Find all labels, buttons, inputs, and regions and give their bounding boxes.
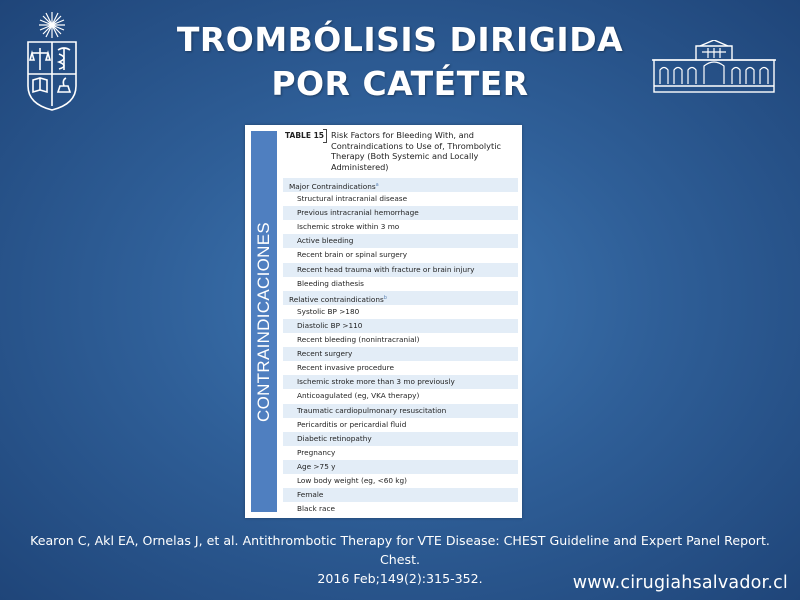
table-row-text: Previous intracranial hemorrhage (297, 208, 419, 218)
table-caption: Risk Factors for Bleeding With, and Contraindications to Use of, Thrombolytic Therapy (Both Systemic and Locally Administered) (331, 130, 502, 172)
table-row (283, 418, 518, 432)
table-row-text: Anticoagulated (eg, VKA therapy) (297, 391, 420, 401)
table-row-text: Ischemic stroke within 3 mo (297, 222, 400, 232)
footnote-marker: a (375, 182, 379, 188)
table-row (283, 446, 518, 460)
citation-line-1: Kearon C, Akl EA, Ornelas J, et al. Antithrombotic Therapy for VTE Disease: CHEST Guideline and Expert Panel Report. Chest. (30, 533, 770, 567)
table-row (283, 234, 518, 248)
side-label-text: CONTRAINDICACIONES (254, 221, 273, 422)
table-row (283, 502, 518, 516)
title-line-1: TROMBÓLISIS DIRIGIDA (176, 20, 624, 59)
footnote-marker: b (383, 294, 387, 301)
table-row-text: Major Contraindications (289, 182, 376, 191)
table-row-text: Recent head trauma with fracture or brain injury (297, 264, 475, 274)
table-row (283, 460, 518, 474)
table-row (283, 277, 518, 291)
table-row-text: Recent bleeding (nonintracranial) (297, 335, 420, 345)
table-row (283, 347, 518, 361)
risk-factors-table (283, 128, 518, 516)
table-row-text: Pregnancy (297, 447, 336, 457)
table-row (283, 488, 518, 502)
table-row-text: Diabetic retinopathy (297, 433, 372, 443)
table-row (283, 206, 518, 220)
table-row-text: Pericarditis or pericardial fluid (297, 419, 407, 429)
table-row (283, 220, 518, 234)
table-row (283, 432, 518, 446)
table-row (283, 389, 518, 403)
table-row-text: Traumatic cardiopulmonary resuscitation (297, 405, 447, 415)
table-number: TABLE 15 (285, 131, 325, 140)
table-row (283, 404, 518, 418)
title-line-2: POR CATÉTER (271, 64, 529, 103)
table-row (283, 361, 518, 375)
table-row-text: Structural intracranial disease (297, 194, 408, 204)
table-row (283, 474, 518, 488)
table-row-text: Age >75 y (297, 461, 336, 471)
table-row-text: Black race (297, 504, 336, 514)
table-header (283, 128, 518, 181)
table-row-text: Recent invasive procedure (297, 363, 394, 373)
table-row-text: Bleeding diathesis (297, 278, 364, 288)
table-row-text: Recent surgery (297, 349, 353, 359)
table-bracket (323, 129, 327, 143)
table-row (283, 263, 518, 277)
table-row (283, 192, 518, 206)
table-row (283, 305, 518, 319)
slide-title (120, 18, 680, 106)
citation-line-2: 2016 Feb;149(2):315-352. (317, 571, 483, 586)
university-seal-icon (20, 8, 84, 112)
table-row-text: Relative contraindications (289, 294, 384, 304)
table-row-text: Female (297, 490, 324, 500)
table-section-row (283, 291, 518, 305)
contraindications-panel (245, 125, 522, 518)
table-row-text: Recent brain or spinal surgery (297, 250, 408, 260)
website-url: www.cirugiahsalvador.cl (572, 573, 788, 593)
table-row-text: Ischemic stroke more than 3 mo previously (297, 377, 455, 387)
table-row (283, 333, 518, 347)
table-section-row (283, 178, 518, 192)
table-row-text: Active bleeding (297, 236, 354, 246)
table-row (283, 319, 518, 333)
table-row (283, 375, 518, 389)
table-body (283, 178, 518, 516)
side-label (249, 129, 279, 514)
table-row-text: Low body weight (eg, <60 kg) (297, 475, 408, 485)
table-row-text: Systolic BP >180 (297, 306, 360, 316)
table-row-text: Diastolic BP >110 (297, 320, 363, 330)
table-row (283, 248, 518, 262)
